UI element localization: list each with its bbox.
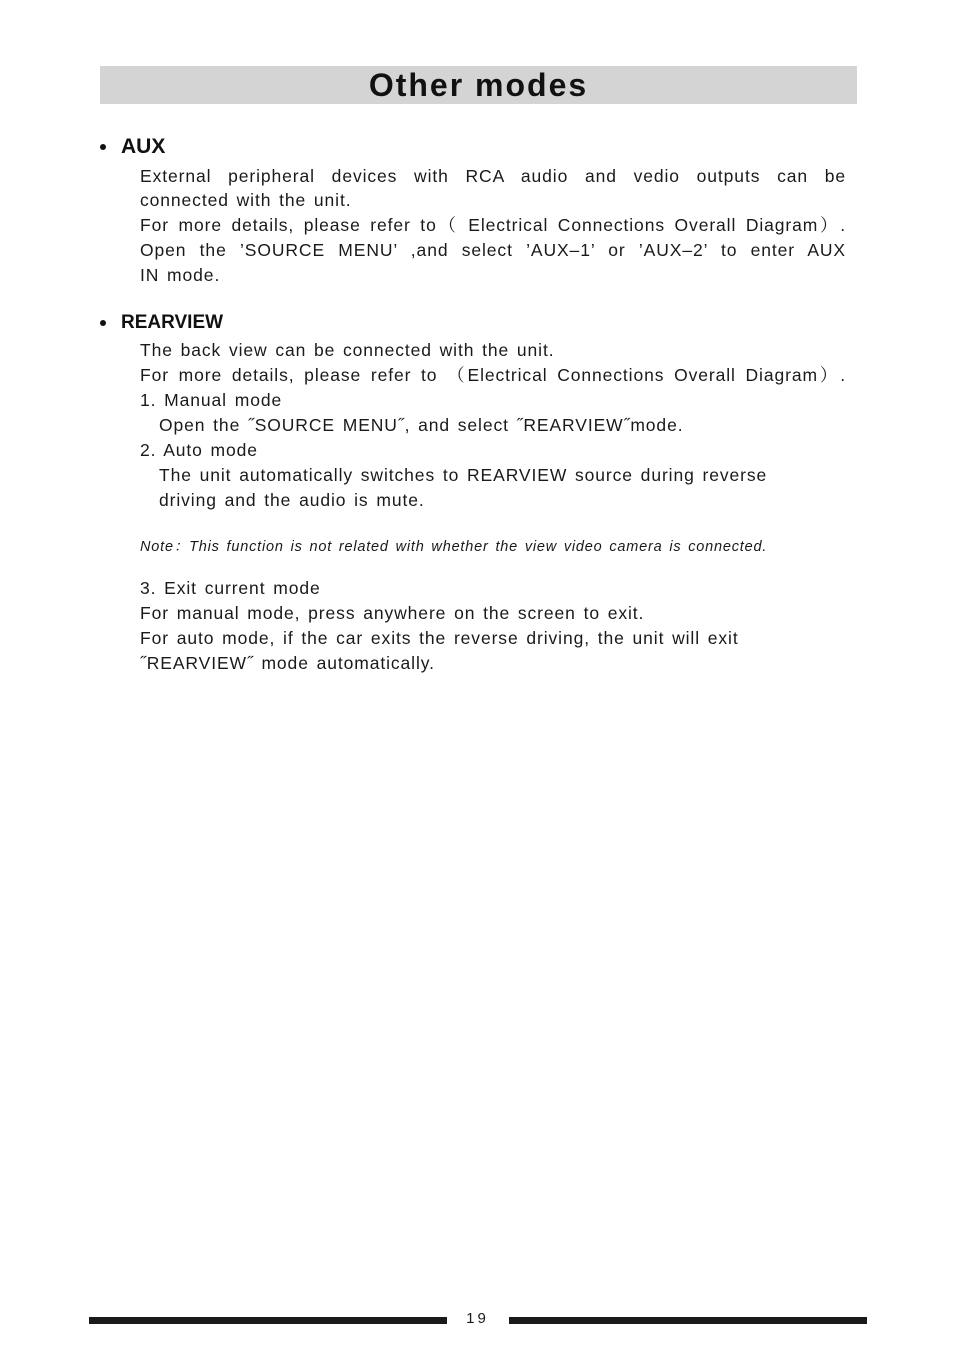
list-item-heading: 1. Manual mode: [140, 390, 283, 410]
list-item-heading: 3. Exit current mode: [140, 578, 321, 598]
section-heading-label: AUX: [121, 135, 166, 158]
paragraph-line: Open the ˝SOURCE MENU˝, and select ˝REARVIEW˝mode.: [159, 415, 684, 435]
paragraph-line: For auto mode, if the car exits the reverse driving, the unit will exit: [140, 628, 739, 648]
page-title: Other modes: [368, 67, 589, 103]
footer-rule-left: [89, 1317, 447, 1324]
paragraph-line: For more details, please refer to （Electrical Connections Overall Diagram）.: [140, 365, 846, 385]
section-heading-aux: [100, 135, 165, 159]
note-text: Note：This function is not related with whether the view video camera is connected.: [140, 539, 768, 555]
bullet-icon: [100, 320, 106, 326]
footer-rule-right: [509, 1317, 867, 1324]
paragraph-line: The back view can be connected with the unit.: [140, 340, 555, 360]
paragraph-line: For manual mode, press anywhere on the screen to exit.: [140, 603, 645, 623]
page-title-bar: [100, 66, 857, 104]
paragraph-line: For more details, please refer to（ Electrical Connections Overall Diagram）.: [140, 215, 846, 235]
section-heading-label: REARVIEW: [121, 312, 224, 333]
paragraph-line: ˝REARVIEW˝ mode automatically.: [140, 653, 435, 673]
paragraph-line: driving and the audio is mute.: [159, 490, 425, 510]
paragraph-line: Open the ’SOURCE MENU’ ,and select ’AUX–1’ or ’AUX–2’ to enter AUX: [140, 240, 846, 260]
paragraph-line: IN mode.: [140, 265, 221, 285]
paragraph-line: External peripheral devices with RCA audio and vedio outputs can be: [140, 166, 846, 186]
section-heading-rearview: [100, 312, 223, 334]
paragraph-line: The unit automatically switches to REARVIEW source during reverse: [159, 465, 768, 485]
paragraph-line: connected with the unit.: [140, 190, 352, 210]
page-number: 19: [466, 1310, 489, 1327]
list-item-heading: 2. Auto mode: [140, 440, 258, 460]
bullet-icon: [100, 144, 106, 150]
